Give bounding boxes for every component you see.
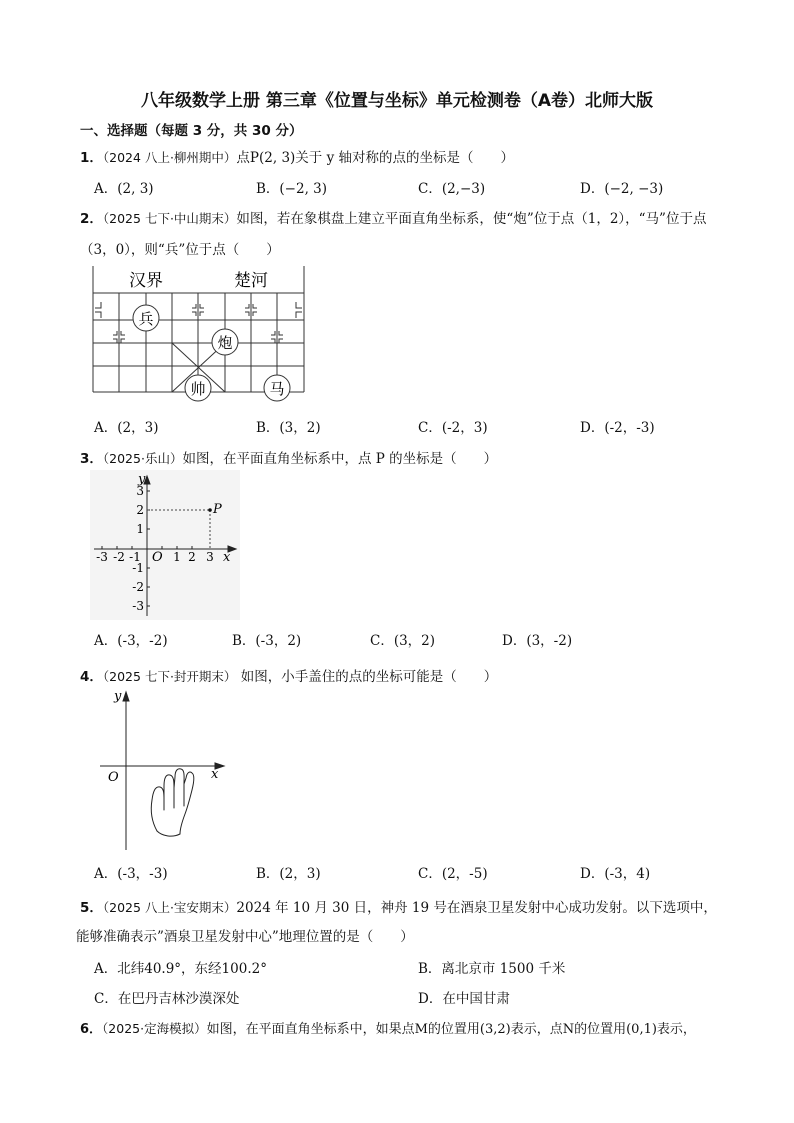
hand-icon (151, 769, 194, 836)
point-p-label: P (213, 502, 222, 517)
y-tick-label: -1 (132, 561, 144, 575)
chess-piece-ma (264, 375, 290, 401)
option-d: D．(−2, −3) (580, 181, 664, 197)
question-number: 2． (80, 211, 103, 227)
question-text: 2024 年 10 月 30 日，神舟 19 号在酒泉卫星发射中心成功发射。以下选项中， (236, 900, 717, 916)
question-source: （2024 八上·柳州期中） (102, 150, 237, 165)
x-tick-label: -2 (113, 550, 125, 564)
question-text: 如图，在平面直角坐标系中，如果点M的位置用(3,2)表示，点N的位置用(0,1)表示， (206, 1022, 696, 1037)
question-text: 如图，在平面直角坐标系中，点 P 的坐标是（ ） (182, 451, 498, 467)
question-source: （2025 七下·中山期末） (102, 211, 237, 226)
y-axis-label: y (114, 689, 122, 704)
question-number: 5． (80, 900, 103, 916)
question-source: （2025 八上·宝安期末） (102, 900, 237, 915)
x-tick-label: -1 (129, 550, 141, 564)
river-label-right: 楚河 (234, 271, 268, 291)
origin-label: O (152, 550, 163, 565)
option-d: D．在中国甘肃 (418, 991, 510, 1007)
question-number: 3． (80, 451, 103, 467)
option-b: B．(2，3) (256, 866, 321, 882)
x-tick-label: 1 (173, 550, 181, 564)
x-tick-label: -3 (96, 550, 108, 564)
question-text: 如图，小手盖住的点的坐标可能是（ ） (236, 669, 498, 685)
question-3 (80, 447, 497, 467)
option-c: C．(2，-5) (418, 866, 488, 882)
question-text: 点P(2, 3)关于 y 轴对称的点的坐标是（ ） (236, 150, 515, 166)
y-axis-label: y (138, 472, 146, 487)
option-a: A．北纬40.9°，东经100.2° (94, 961, 267, 977)
option-b: B．(−2, 3) (256, 181, 328, 197)
question-2 (80, 207, 706, 227)
origin-label: O (108, 770, 119, 785)
chess-piece-bing (133, 305, 159, 331)
x-axis-label: x (211, 767, 219, 782)
question-5 (80, 896, 717, 916)
option-a: A．(-3，-3) (94, 866, 168, 882)
option-c: C．(-2，3) (418, 420, 488, 436)
coordinate-graph-q4 (100, 688, 230, 853)
x-tick-label: 2 (188, 550, 196, 564)
svg-text:帅: 帅 (190, 380, 206, 398)
question-text-continued: （3，0），则“兵”位于点（ ） (80, 242, 280, 258)
coordinate-graph-q3 (90, 470, 240, 620)
option-a: A．(2, 3) (94, 181, 154, 197)
x-axis-label: x (223, 550, 231, 565)
option-d: D．(-3，4) (580, 866, 651, 882)
y-tick-label: 3 (136, 484, 144, 498)
svg-text:兵: 兵 (138, 310, 154, 328)
question-source: （2025·定海模拟） (102, 1021, 207, 1036)
question-text: 如图，若在象棋盘上建立平面直角坐标系，使“炮”位于点（1，2），“马”位于点 (236, 211, 707, 227)
chess-board-figure (90, 266, 310, 402)
question-1 (80, 146, 514, 166)
y-tick-label: -2 (132, 580, 144, 594)
x-tick-label: 3 (206, 550, 214, 564)
option-d: D．(-2，-3) (580, 420, 655, 436)
option-d: D．(3，-2) (502, 633, 573, 649)
question-number: 4． (80, 669, 103, 685)
question-source: （2025 七下·封开期末） (102, 669, 237, 684)
y-tick-label: 1 (136, 522, 144, 536)
question-source: （2025·乐山） (102, 451, 183, 466)
question-number: 1． (80, 150, 103, 166)
y-tick-label: 2 (136, 503, 144, 517)
river-label-left: 汉界 (129, 271, 163, 291)
question-text-continued: 能够准确表示”酒泉卫星发射中心”地理位置的是（ ） (76, 929, 414, 945)
chess-piece-pao (212, 329, 238, 355)
option-b: B．(-3，2) (232, 633, 302, 649)
option-b: B．(3，2) (256, 420, 321, 436)
option-c: C．在巴丹吉林沙漠深处 (94, 991, 240, 1007)
section-heading: 一、选择题（每题 3 分，共 30 分） (80, 123, 303, 139)
option-b: B．离北京市 1500 千米 (418, 961, 566, 977)
option-a: A．(2，3) (94, 420, 159, 436)
chess-piece-shuai (185, 375, 211, 401)
question-4 (80, 665, 497, 685)
svg-text:马: 马 (269, 380, 285, 398)
point-p (208, 508, 212, 512)
y-tick-label: -3 (132, 599, 144, 613)
question-6 (80, 1018, 696, 1037)
svg-text:炮: 炮 (217, 334, 233, 352)
document-title: 八年级数学上册 第三章《位置与坐标》单元检测卷（A卷）北师大版 (140, 91, 654, 111)
option-a: A．(-3，-2) (94, 633, 168, 649)
option-c: C．(2,−3) (418, 181, 486, 197)
option-c: C．(3，2) (370, 633, 436, 649)
question-number: 6． (80, 1022, 103, 1037)
